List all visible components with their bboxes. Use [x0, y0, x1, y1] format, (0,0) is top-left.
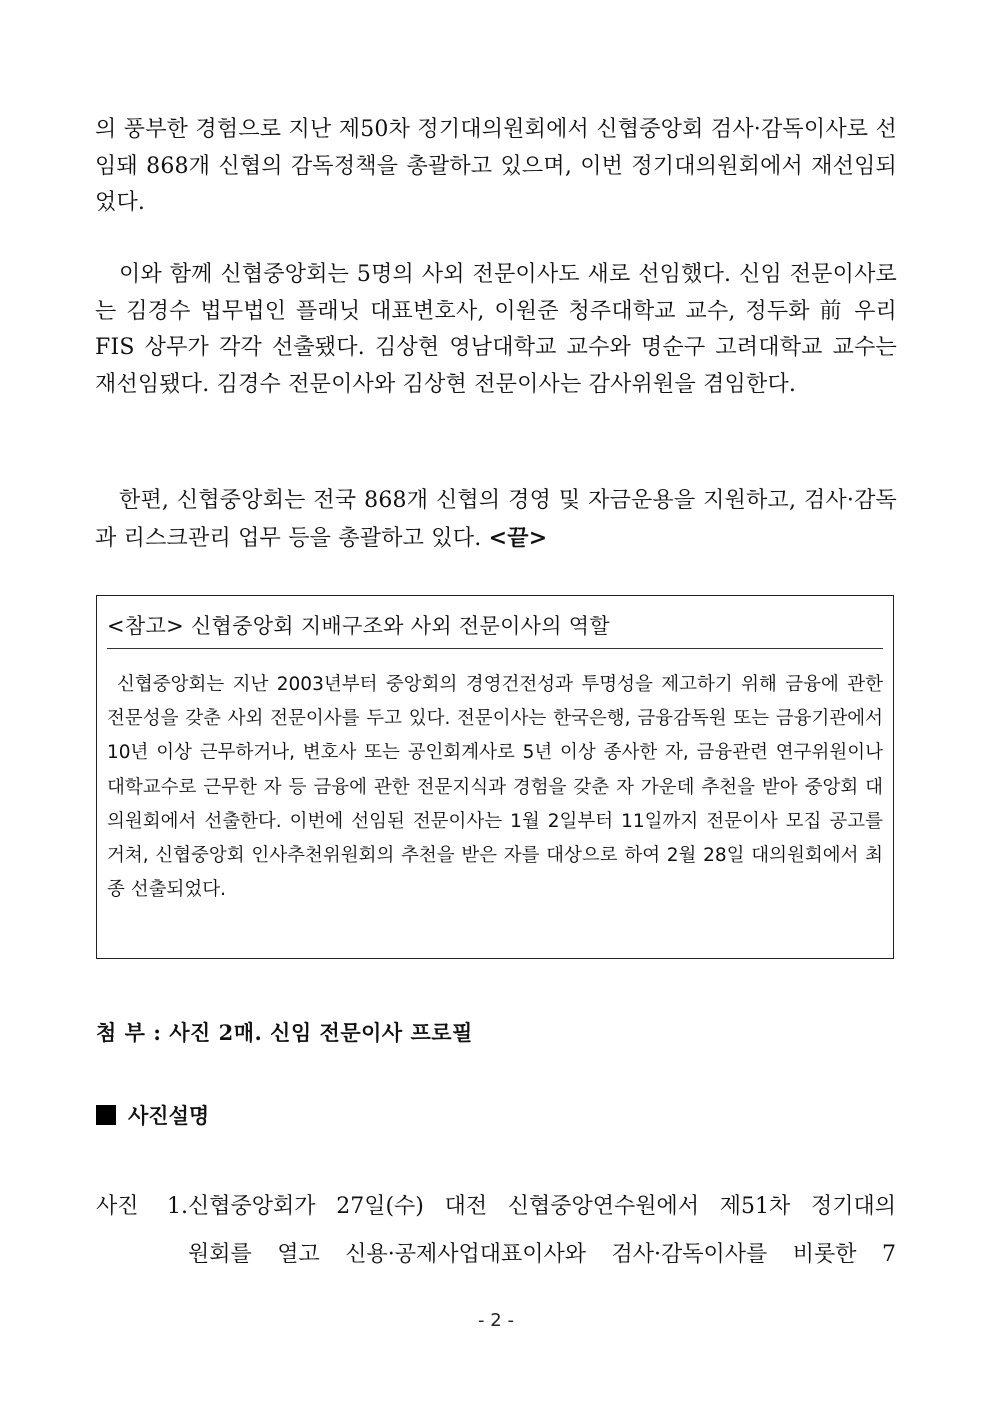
- paragraph-3: [95, 483, 897, 557]
- page-number: - 2 -: [478, 1310, 514, 1331]
- attachment-note: 첨 부 : 사진 2매. 신임 전문이사 프로필: [96, 1020, 473, 1045]
- paragraph-1: 의 풍부한 경험으로 지난 제50차 정기대의원회에서 신협중앙회 검사·감독이사로 선임돼 868개 신협의 감독정책을 총괄하고 있으며, 이번 정기대의원회에서 재선임되었다.: [95, 117, 897, 215]
- paragraph-2: 이와 함께 신협중앙회는 5명의 사외 전문이사도 새로 선임했다. 신임 전문이사로는 김경수 법무법인 플래닛 대표변호사, 이원준 청주대학교 교수, 정두화 前 우리FIS 상무가 각각 선출됐다. 김상현 영남대학교 교수와 명순구 고려대학교 교수는 재선임됐다. 김경수 전문이사와 김상현 전문이사는 감사위원을 겸임한다.: [95, 262, 897, 397]
- photo-section-heading-text: 사진설명: [128, 1103, 210, 1128]
- reference-box: [96, 595, 894, 959]
- black-square-bullet-icon: [96, 1105, 116, 1125]
- photo-caption-label: 사진 1.: [96, 1194, 188, 1219]
- reference-box-title: <참고> 신협중앙회 지배구조와 사외 전문이사의 역할: [107, 614, 610, 638]
- photo-section-heading: [96, 1100, 209, 1130]
- end-mark: <끝>: [488, 524, 548, 551]
- photo-caption-line-2: 원회를 열고 신용·공제사업대표이사와 검사·감독이사를 비롯한 7: [188, 1242, 896, 1267]
- photo-caption-line-1: [96, 1183, 896, 1231]
- photo-caption-text-1: 신협중앙회가 27일(수) 대전 신협중앙연수원에서 제51차 정기대의: [188, 1194, 896, 1219]
- reference-box-divider: [107, 648, 883, 649]
- paragraph-3-text: 한편, 신협중앙회는 전국 868개 신협의 경영 및 자금운용을 지원하고, 검사·감독과 리스크관리 업무 등을 총괄하고 있다.: [95, 488, 897, 551]
- reference-box-body: 신협중앙회는 지난 2003년부터 중앙회의 경영건전성과 투명성을 제고하기 위해 금융에 관한 전문성을 갖춘 사외 전문이사를 두고 있다. 전문이사는 한국은행, 금융감독원 또는 금융기관에서 10년 이상 근무하거나, 변호사 또는 공인회계사로 5년 이상 종사한 자, 금융관련 연구위원이나 대학교수로 근무한 자 등 금융에 관한 전문지식과 경험을 갖춘 자 가운데 추천을 받아 중앙회 대의원회에서 선출한다. 이번에 선임된 전문이사는 1월 2일부터 11일까지 전문이사 모집 공고를 거쳐, 신협중앙회 인사추천위원회의 추천을 받은 자를 대상으로 하여 2월 28일 대의원회에서 최종 선출되었다.: [107, 674, 883, 901]
- photo-caption: [96, 1183, 896, 1279]
